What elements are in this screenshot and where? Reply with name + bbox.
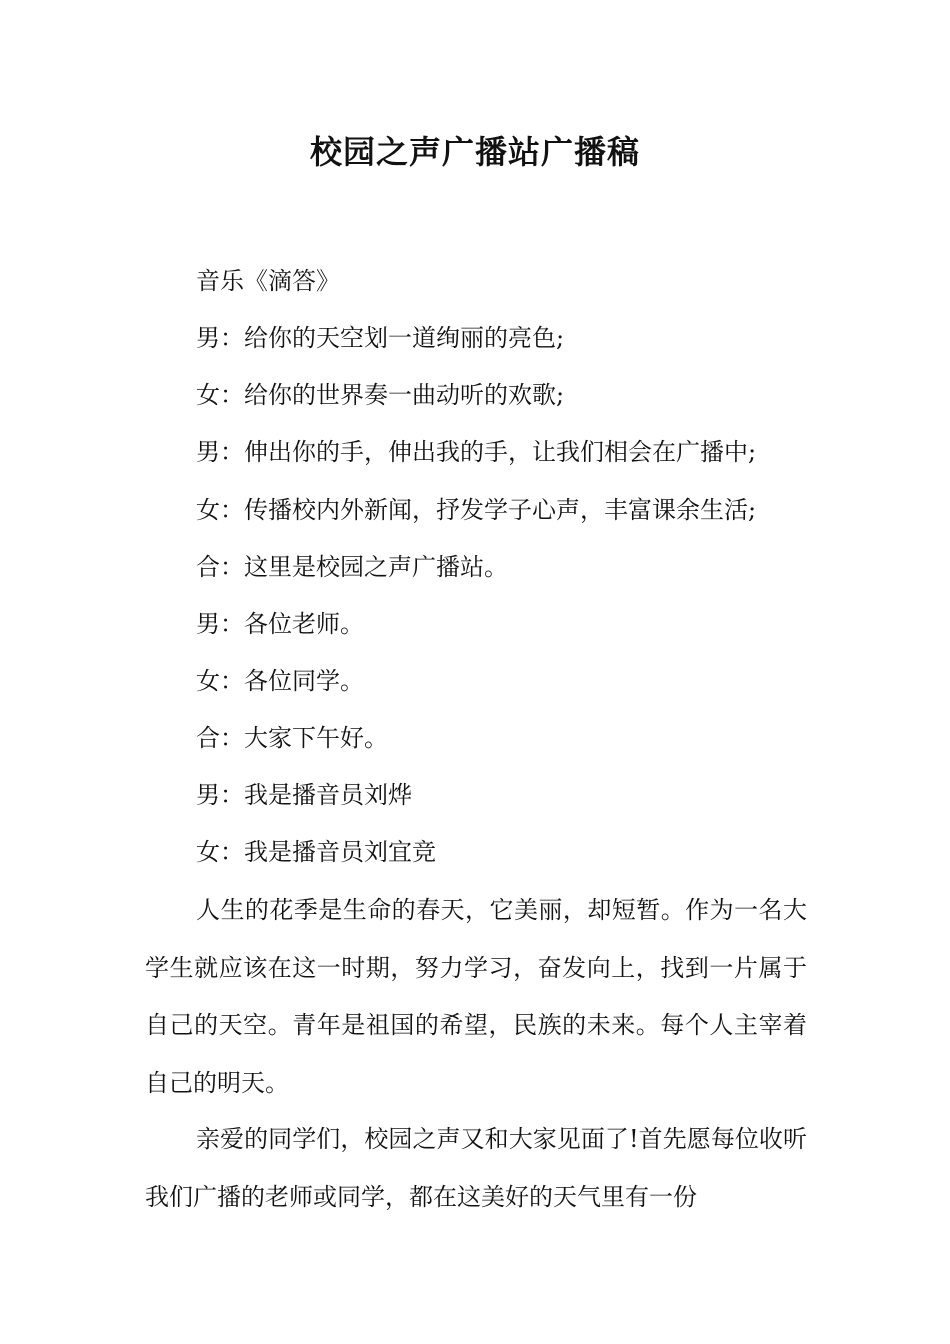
script-line: 男：各位老师。 <box>196 610 364 638</box>
script-line: 合：这里是校园之声广播站。 <box>196 553 508 581</box>
script-line: 男：给你的天空划一道绚丽的亮色; <box>196 324 565 352</box>
script-line: 合：大家下午好。 <box>196 724 388 752</box>
body-paragraph: 亲爱的同学们，校园之声又和大家见面了!首先愿每位收听我们广播的老师或同学，都在这美好的天气里有一份 <box>145 1125 807 1211</box>
script-line: 女：传播校内外新闻，抒发学子心声，丰富课余生活; <box>196 496 757 524</box>
script-line-music: 音乐《滴答》 <box>196 267 340 295</box>
script-line: 女：我是播音员刘宜竞 <box>196 838 436 866</box>
body-paragraph: 人生的花季是生命的春天，它美丽，却短暂。作为一名大学生就应该在这一时期，努力学习，奋发向上，找到一片属于自己的天空。青年是祖国的希望，民族的未来。每个人主宰着自己的明天。 <box>145 896 807 1097</box>
document-title: 校园之声广播站广播稿 <box>309 133 640 171</box>
script-line: 男：伸出你的手，伸出我的手，让我们相会在广播中; <box>196 438 757 466</box>
script-line: 男：我是播音员刘烨 <box>196 781 412 809</box>
script-line: 女：各位同学。 <box>196 667 364 695</box>
script-line: 女：给你的世界奏一曲动听的欢歌; <box>196 381 565 409</box>
